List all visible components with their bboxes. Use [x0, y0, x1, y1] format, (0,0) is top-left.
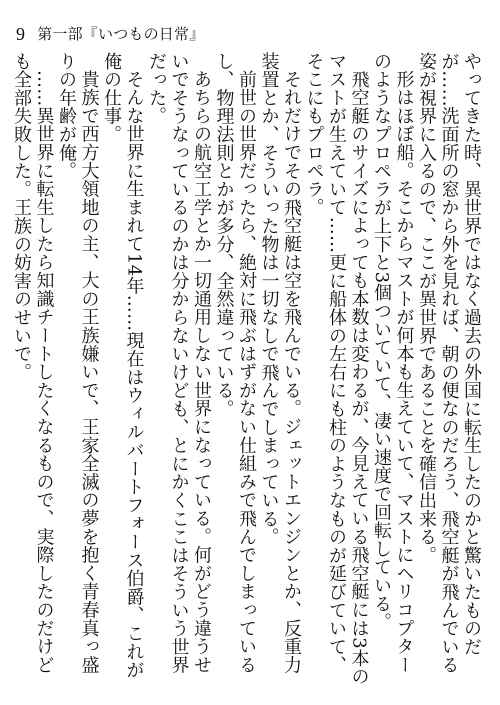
paragraph: そんな世界に生まれて14年……現在はウィルバートフォース伯爵、これが俺の仕事。: [101, 52, 145, 680]
paragraph: ……異世界に転生したら知識チートしたくなるもので、実際したのだけども全部失敗した。王族の妨害のせいで。: [11, 52, 55, 674]
paragraph: 貴族で西方大領地の主、大の王族嫌いで、王家全滅の夢を抱く青春真っ盛りの年齢が俺。: [56, 52, 100, 674]
paragraph: 前世の世界だったら、絶対に飛ぶはずがない仕組みで飛んでしまっているし、物理法則とかが多分、全然違っている。: [213, 52, 257, 674]
paragraph: あちらの航空工学とか一切通用しない世界になっている。何がどう違うせいでそうなっているのかは分からないけども、とにかくここはそういう世界だった。: [146, 52, 212, 675]
chapter-title: 第一部『いつもの日常』: [37, 24, 205, 43]
paragraph: やってきた時、異世界ではなく過去の外国に転生したのかと驚いたものだが……洗面所の窓から外を見れば、朝の便なのだろう、飛空艇が飛んでいる姿が視界に入るので、ここが異世界であることを確信出来る。: [416, 52, 482, 675]
vertical-text-block: [11, 52, 482, 690]
page-number: 9: [16, 24, 26, 44]
paragraph: それだけでその飛空艇は空を飛んでいる。ジェットエンジンとか、反重力装置とか、そういった物は一切なしで飛んでしまっている。: [258, 52, 302, 674]
running-head: [16, 18, 204, 50]
paragraph: 形はほぼ船。そこからマストが何本も生えていて、マストにヘリコプターのようなプロペラが上下と3個ついていて、凄い速度で回転している。: [371, 52, 415, 674]
paragraph: 飛空艇のサイズによっても本数は変わるが、今見えている飛空艇には3本のマストが生えていて……更に船体の左右にも柱のようなものが延びていて、そこにもプロペラ。: [303, 52, 370, 686]
